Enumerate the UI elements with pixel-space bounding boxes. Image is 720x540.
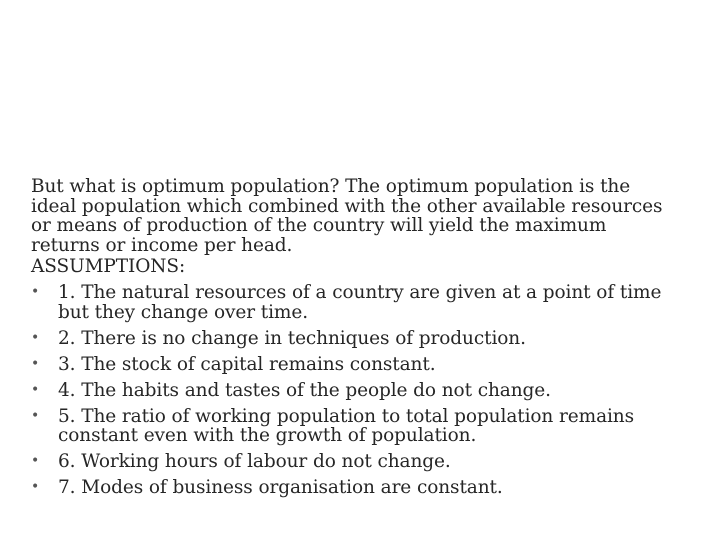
assumptions-list (31, 283, 671, 498)
list-item (31, 329, 671, 349)
bullet-icon: • (31, 407, 40, 424)
list-item-text: 1. The natural resources of a country are given at a point of time but they change over time. (58, 282, 662, 323)
intro-paragraph: But what is optimum population? The optimum population is the ideal population which combined with the other available resources or means of production of the country will yield the maximum returns or income per head. (31, 176, 663, 256)
list-item-text: 2. There is no change in techniques of production. (58, 327, 526, 349)
assumptions-heading: ASSUMPTIONS: (31, 256, 186, 277)
list-item (31, 381, 671, 401)
list-item-text: 3. The stock of capital remains constant. (58, 353, 436, 375)
bullet-icon: • (31, 355, 40, 372)
list-item-text: 7. Modes of business organisation are constant. (58, 477, 503, 498)
list-item (31, 407, 671, 446)
bullet-icon: • (31, 381, 40, 398)
list-item (31, 355, 671, 375)
list-item (31, 478, 671, 498)
list-item-text: 5. The ratio of working population to total population remains constant even with the growth of population. (58, 405, 635, 446)
slide-body (31, 177, 671, 498)
bullet-icon: • (31, 329, 40, 346)
bullet-icon: • (31, 479, 40, 495)
bullet-icon: • (31, 453, 40, 469)
list-item (31, 452, 671, 472)
list-item-text: 6. Working hours of labour do not change. (58, 451, 451, 472)
list-item-text: 4. The habits and tastes of the people do not change. (58, 379, 551, 401)
list-item (31, 283, 671, 322)
bullet-icon: • (31, 284, 40, 300)
